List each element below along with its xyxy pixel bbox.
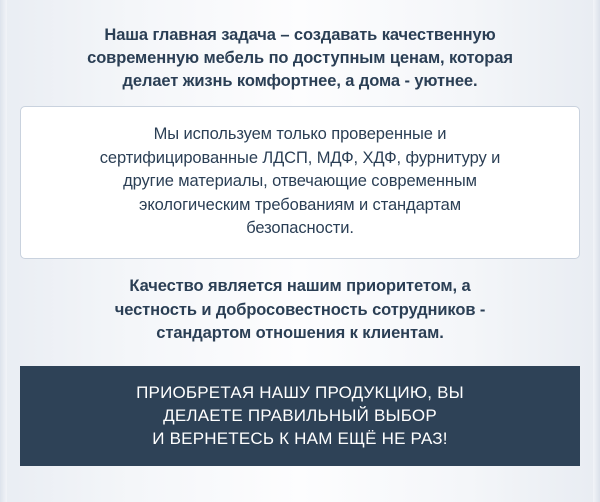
banner-line-2: ДЕЛАЕТЕ ПРАВИЛЬНЫЙ ВЫБОР <box>163 405 437 425</box>
materials-line-1: Мы используем только проверенные и <box>153 125 447 144</box>
quality-statement <box>30 275 570 345</box>
materials-line-4: экологическим требованиям и стандартам <box>139 195 461 214</box>
call-to-action-banner <box>20 366 580 466</box>
intro-paragraph <box>30 24 570 92</box>
statement-line-3: стандартом отношения к клиентам. <box>156 324 444 343</box>
statement-line-2: честность и добросовестность сотрудников - <box>114 300 486 319</box>
intro-line-2: современную мебель по доступным ценам, которая <box>87 48 513 67</box>
materials-card-text <box>41 123 559 240</box>
materials-line-5: безопасности. <box>246 218 354 237</box>
intro-line-1: Наша главная задача – создавать качественную <box>104 26 496 44</box>
banner-line-3: И ВЕРНЕТЕСЬ К НАМ ЕЩЁ НЕ РАЗ! <box>152 428 448 448</box>
materials-line-3: другие материалы, отвечающие современным <box>123 172 477 191</box>
materials-card <box>20 106 580 259</box>
materials-line-2: сертифицированные ЛДСП, МДФ, ХДФ, фурнитуру и <box>99 148 501 167</box>
intro-line-3: делает жизнь комфортнее, а дома - уютнее. <box>122 71 478 90</box>
statement-line-1: Качество является нашим приоритетом, а <box>129 277 471 296</box>
banner-line-1: ПРИОБРЕТАЯ НАШУ ПРОДУКЦИЮ, ВЫ <box>136 382 464 402</box>
